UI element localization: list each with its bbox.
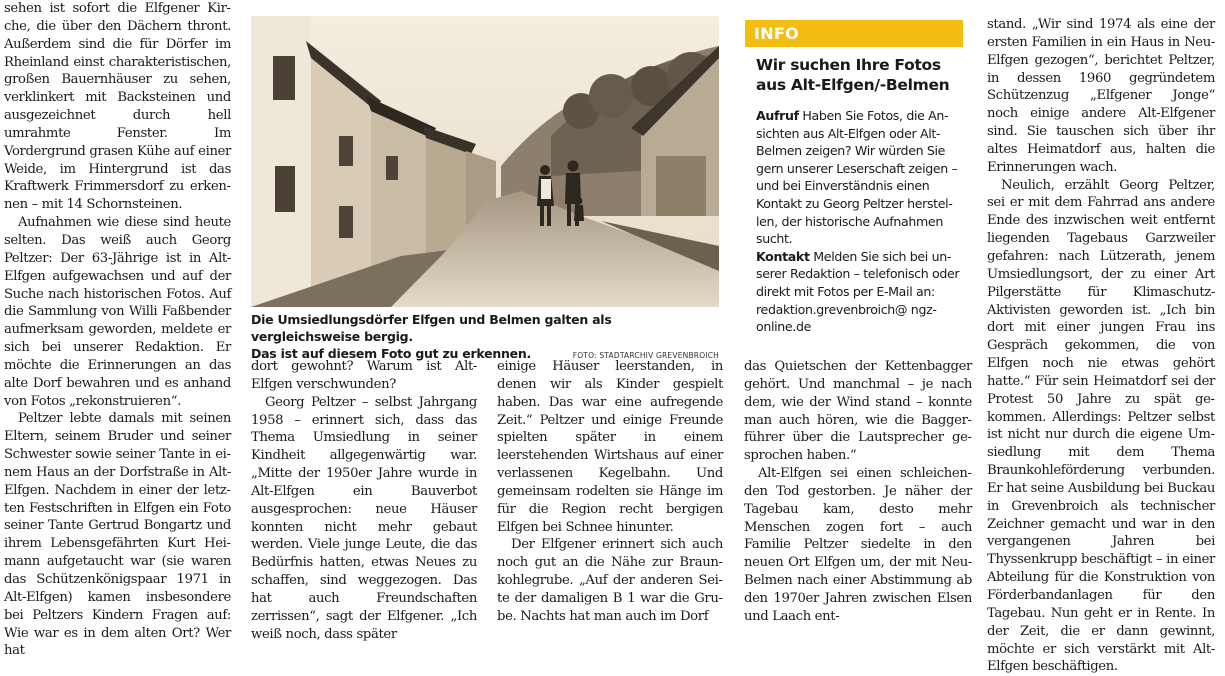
info-body [756,107,963,336]
info-box [745,20,963,338]
info-aufruf-label: Aufruf [756,108,799,123]
paragraph: Neulich, erzählt Georg Peltzer, sei er mit dem Fahrrad ans andere Ende des inzwischen weit entfernt liegenden Tagebaus Garzweiler gefahren: nach Lützerath, jenem Umsiedlungsort, der zu einer Art Pilgerstätte für Klimaschutz-Aktivisten geworden ist. „Ich bin dort mit einer jungen Frau ins Gespräch gekommen, die von Elfgen noch nie etwas gehört hatte.“ Für sein Heimatdorf sei der Protest 50 Jahre zu spät gekommen. Allerdings: Peltzer selbst ist nicht nur durch die eigene Umsiedlung mit dem Thema Braunkohleförderung verbunden. Er hat seine Ausbildung bei Buckau in Grevenbroich als technischer Zeichner gemacht und war in den vergangenen Jahren bei Thyssenkrupp beschäftigt – in einer Abteilung für die Konstruktion von Förderbandanlagen für den Tagebau. Nun geht er in Rente. In der Zeit, die er dann gewinnt, möchte er sich verstärkt mit Alt-Elfgen beschäftigen. [987,177,1215,675]
info-kontakt [756,248,963,336]
caption-line-1: Die Umsiedlungsdörfer Elfgen und Belmen galten als vergleichsweise bergig. [251,312,612,344]
info-badge: INFO [745,20,963,47]
paragraph: Georg Peltzer – selbst Jahrgang 1958 – erinnert sich, dass das Thema Umsiedlung in seiner Kindheit allgegenwärtig war. „Mitte der 1950er Jahre wurde in Alt-Elfgen ein Bauverbot ausgesprochen: neue Häuser konnten nicht mehr gebaut werden. Viele junge Leute, die das Bedürfnis hatten, etwas Neues zu schaffen, sind weggezogen. Das hat auch Freundschaften zerrissen“, sagt der Elfgener. „Ich weiß noch, dass später [251,394,477,642]
info-kontakt-text: Melden Sie sich bei unserer Redaktion – telefonisch oder direkt mit Fotos per E-Mail an: redaktion.grevenbroich@ ngz-online.de [756,248,960,335]
article-column-3 [497,358,723,626]
article-column-4 [744,358,972,626]
caption-line-2: Das ist auf diesem Foto gut zu erkennen. [251,346,532,361]
article-column-5 [987,16,1215,676]
photo-credit: FOTO: STADTARCHIV GREVENBROICH [572,351,719,360]
info-aufruf-text: Haben Sie Fotos, die Ansichten aus Alt-Elfgen oder Alt-Belmen zeigen? Wir würden Sie gern unserer Leserschaft zeigen – und bei Einverständnis einen Kontakt zu Georg Peltzer herstellen, der historische Aufnahmen sucht. [756,108,958,247]
info-aufruf [756,107,963,248]
paragraph: einige Häuser leerstanden, in denen wir als Kinder gespielt haben. Das war eine aufregende Zeit.“ Peltzer und einige Freunde spielten später in einem leerstehenden Wirtshaus auf einer verlassenen Kegelbahn. Und gemeinsam rodelten sie Hänge im für die Region recht bergigen Elfgen bei Schnee hinunter. [497,359,723,535]
paragraph: dort gewohnt? Warum ist Alt-Elfgen verschwunden? [251,359,477,392]
article-column-1 [4,0,231,660]
info-kontakt-label: Kontakt [756,248,810,264]
article-column-2 [251,358,477,644]
paragraph: das Quietschen der Kettenbagger gehört. Und manchmal – je nach dem, wie der Wind stand – konnte man auch hören, wie die Baggerführer über die Lautsprecher gesprochen haben.“ [744,359,972,464]
paragraph: Aufnahmen wie diese sind heute selten. Das weiß auch Georg Peltzer: Der 63-Jährige ist in Alt-Elfgen aufgewachsen und auf der Suche nach historischen Fotos. Auf die Sammlung von Willi Faßbender aufmerksam geworden, meldete er sich bei unserer Redaktion. Er möchte die Erinnerungen an das alte Dorf bewahren und es anhand von Fotos „rekonstruieren“. [4,215,231,409]
paragraph: Alt-Elfgen sei einen schleichenden Tod gestorben. Je näher der Tagebau kam, desto mehr Menschen zogen fort – auch Familie Peltzer siedelte in den neuen Ort Elfgen um, der mit Neu-Belmen nach einer Abstimmung ab den 1970er Jahren zwischen Elsen und Laach ent- [744,466,972,624]
paragraph: Peltzer lebte damals mit seinen Eltern, seinem Bruder und seiner Schwester sowie seiner Tante in einem Haus an der Dorfstraße in Alt-Elfgen. Nachdem in einer der letzten Festschriften in Elfgen ein Foto seiner Tante Gertrud Bongartz und ihrem Lebensgefährten Kurt Heimann aufgetaucht war (sie waren das Schützenkönigspaar 1971 in Alt-Elfgen) kamen insbesondere bei Peltzers Kindern Fragen auf: Wie war es in dem alten Ort? Wer hat [4,411,231,659]
paragraph: stand. „Wir sind 1974 als eine der ersten Familien in ein Haus in Neu-Elfgen gezogen“, berichtet Peltzer, in dessen 1960 gegründetem Schützenzug „Elfgener Jonge“ noch einige andere Alt-Elfgener sind. Sie tauschen sich über ihr altes Heimatdorf aus, halten die Erinnerungen wach. [987,17,1215,175]
info-title: Wir suchen Ihre Fotos aus Alt-Elfgen/-Belmen [756,56,950,94]
historic-village-photo [251,16,719,307]
paragraph: Der Elfgener erinnert sich auch noch gut an die Nähe zur Braunkohlegrube. „Auf der anderen Seite der damaligen B 1 war die Grube. Nachts hat man auch im Dorf [497,537,723,624]
photo-caption [251,311,719,364]
paragraph: sehen ist sofort die Elfgener Kirche, die über den Dächern thront. Außerdem sind die für Dörfer im Rheinland einst charakteristischen, großen Bauernhäuser zu sehen, verklinkert mit Backsteinen und ausgezeichnet durch hell umrahmte Fenster. Im Vordergrund grasen Kühe auf einer Weide, im Hintergrund ist das Kraftwerk Frimmersdorf zu erkennen – mit 14 Schornsteinen. [4,1,231,213]
